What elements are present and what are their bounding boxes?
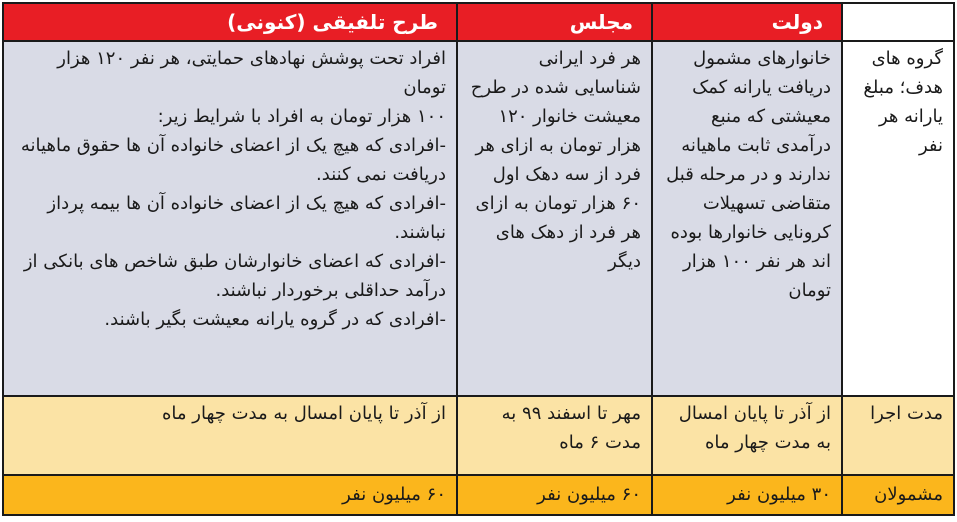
target-groups-row xyxy=(3,41,954,396)
combined-line: -افرادی که هیچ یک از اعضای خانواده آن ها حقوق ماهیانه دریافت نمی کنند. xyxy=(20,135,446,186)
subsidy-comparison-table xyxy=(2,2,955,516)
header-corner-cell xyxy=(842,3,954,41)
coverage-label: مشمولان xyxy=(842,475,954,515)
coverage-majlis-cell: ۶۰ میلیون نفر xyxy=(457,475,652,515)
duration-majlis-cell: مهر تا اسفند ۹۹ به مدت ۶ ماه xyxy=(457,396,652,475)
target-gov-cell: خانوارهای مشمول دریافت یارانه کمک معیشتی که منبع درآمدی ثابت ماهیانه ندارند و در مرحله قبل متقاضی تسهیلات کرونایی خانوارها بوده اند هر نفر ۱۰۰ هزار تومان xyxy=(652,41,842,396)
target-majlis-cell: هر فرد ایرانی شناسایی شده در طرح معیشت خانوار ۱۲۰ هزار تومان به ازای هر فرد از سه دهک اول ۶۰ هزار تومان به ازای هر فرد از دهک های دیگر xyxy=(457,41,652,396)
header-row xyxy=(3,3,954,41)
coverage-row xyxy=(3,475,954,515)
combined-line: -افرادی که هیچ یک از اعضای خانواده آن ها بیمه پرداز نباشند. xyxy=(47,193,446,244)
target-combined-cell xyxy=(3,41,457,396)
coverage-gov-cell: ۳۰ میلیون نفر xyxy=(652,475,842,515)
combined-line: ۱۰۰ هزار تومان به افراد با شرایط زیر: xyxy=(157,106,446,128)
duration-row xyxy=(3,396,954,475)
coverage-combined-cell: ۶۰ میلیون نفر xyxy=(3,475,457,515)
combined-line: -افرادی که در گروه یارانه معیشت بگیر باشند. xyxy=(104,309,446,331)
duration-gov-cell: از آذر تا پایان امسال به مدت چهار ماه xyxy=(652,396,842,475)
header-combined: طرح تلفیقی (کنونی) xyxy=(3,3,457,41)
header-gov: دولت xyxy=(652,3,842,41)
combined-line: -افرادی که اعضای خانوارشان طبق شاخص های بانکی از درآمد حداقلی برخوردار نباشند. xyxy=(23,251,446,302)
duration-label: مدت اجرا xyxy=(842,396,954,475)
target-groups-label: گروه های هدف؛ مبلغ یارانه هر نفر xyxy=(842,41,954,396)
duration-combined-cell: از آذر تا پایان امسال به مدت چهار ماه xyxy=(3,396,457,475)
combined-line: افراد تحت پوشش نهادهای حمایتی، هر نفر ۱۲۰ هزار تومان xyxy=(57,48,446,99)
header-majlis: مجلس xyxy=(457,3,652,41)
